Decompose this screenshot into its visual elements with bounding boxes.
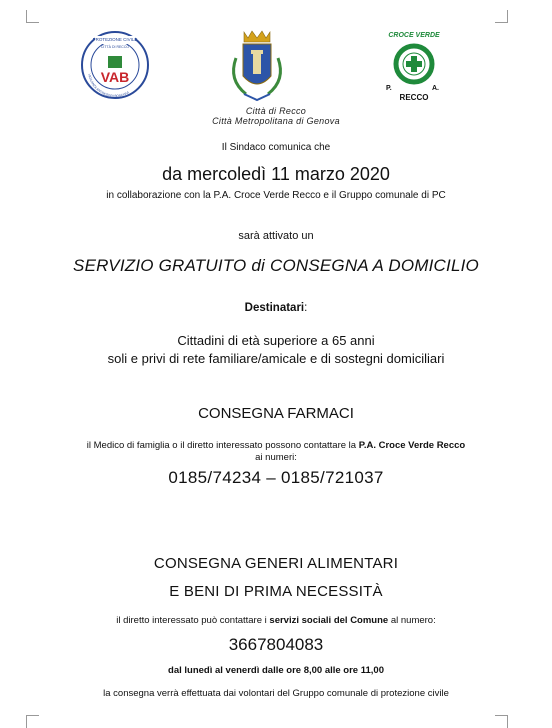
- groceries-contact-org: servizi sociali del Comune: [269, 615, 389, 626]
- pharmacy-contact-c: ai numeri:: [255, 452, 297, 463]
- sindaco-line: Il Sindaco comunica che: [221, 142, 331, 153]
- delivery-volunteers-note: la consegna verrà effettuata dai volontari del Gruppo comunale di protezione civile: [103, 688, 449, 699]
- pc-top-text: PROTEZIONE CIVILE: [92, 37, 138, 42]
- header-logos: [0, 28, 552, 108]
- attivato-line: sarà attivato un: [238, 230, 314, 242]
- recipients-label: [0, 302, 552, 314]
- pc-letters: VAB: [100, 69, 130, 85]
- city-header: [0, 106, 552, 126]
- groceries-hours-text: dal lunedì al venerdì dalle ore 8,00 alle ore 11,00: [168, 665, 384, 676]
- groceries-contact-a: il diretto interessato può contattare i: [116, 615, 270, 626]
- pharmacy-contact-org: P.A. Croce Verde Recco: [358, 440, 466, 451]
- crop-mark-bottom-left: [26, 715, 39, 728]
- groceries-phone-number: 3667804083: [228, 635, 324, 654]
- groceries-section-title-2: E BENI DI PRIMA NECESSITÀ: [169, 583, 383, 600]
- service-title-delivery: CONSEGNA A DOMICILIO: [269, 256, 479, 275]
- groceries-section-title-1: CONSEGNA GENERI ALIMENTARI: [153, 555, 399, 572]
- recipients-description: [0, 332, 552, 368]
- recipients-label-text: Destinatari: [244, 302, 305, 314]
- pharmacy-contact-text: [0, 440, 552, 464]
- crop-mark-top-right: [495, 10, 508, 23]
- city-line-2: Città Metropolitana di Genova: [212, 116, 340, 126]
- recipients-label-colon: :: [304, 302, 308, 314]
- crop-mark-bottom-right: [495, 715, 508, 728]
- recipients-line-2: soli e privi di rete familiare/amicale e di sostegni domiciliari: [107, 351, 445, 366]
- groceries-hours: [0, 665, 552, 676]
- recco-coat-of-arms: [222, 28, 292, 106]
- cv-letters-left: P.: [386, 85, 392, 92]
- service-title: [0, 256, 552, 276]
- pc-ring-text: VIGILANZA ANTINCENDI BOSCHIVI: [87, 73, 130, 99]
- protezione-civile-logo: [80, 30, 150, 100]
- cv-bottom-text: RECCO: [399, 93, 429, 102]
- start-date: da mercoledì 11 marzo 2020: [162, 164, 390, 184]
- groceries-contact-text: [0, 615, 552, 626]
- cv-top-text: CROCE VERDE: [388, 32, 440, 39]
- croce-verde-logo: [380, 28, 448, 104]
- service-title-free: SERVIZIO GRATUITO: [73, 256, 247, 275]
- collaboration-line: in collaborazione con la P.A. Croce Verde Recco e il Gruppo comunale di PC: [106, 190, 446, 201]
- pc-sub-text: CITTÀ DI RECCO: [100, 45, 130, 49]
- crop-mark-top-left: [26, 10, 39, 23]
- pharmacy-phone-numbers: 0185/74234 – 0185/721037: [168, 468, 384, 487]
- city-line-1: Città di Recco: [245, 106, 307, 116]
- cv-letters-right: A.: [432, 85, 439, 92]
- recipients-line-1: Cittadini di età superiore a 65 anni: [177, 333, 375, 348]
- groceries-contact-c: al numero:: [388, 615, 436, 626]
- pharmacy-contact-a: il Medico di famiglia o il diretto interessato possono contattare la: [86, 440, 359, 451]
- pharmacy-section-title: CONSEGNA FARMACI: [198, 405, 354, 422]
- service-title-of: di: [246, 256, 270, 275]
